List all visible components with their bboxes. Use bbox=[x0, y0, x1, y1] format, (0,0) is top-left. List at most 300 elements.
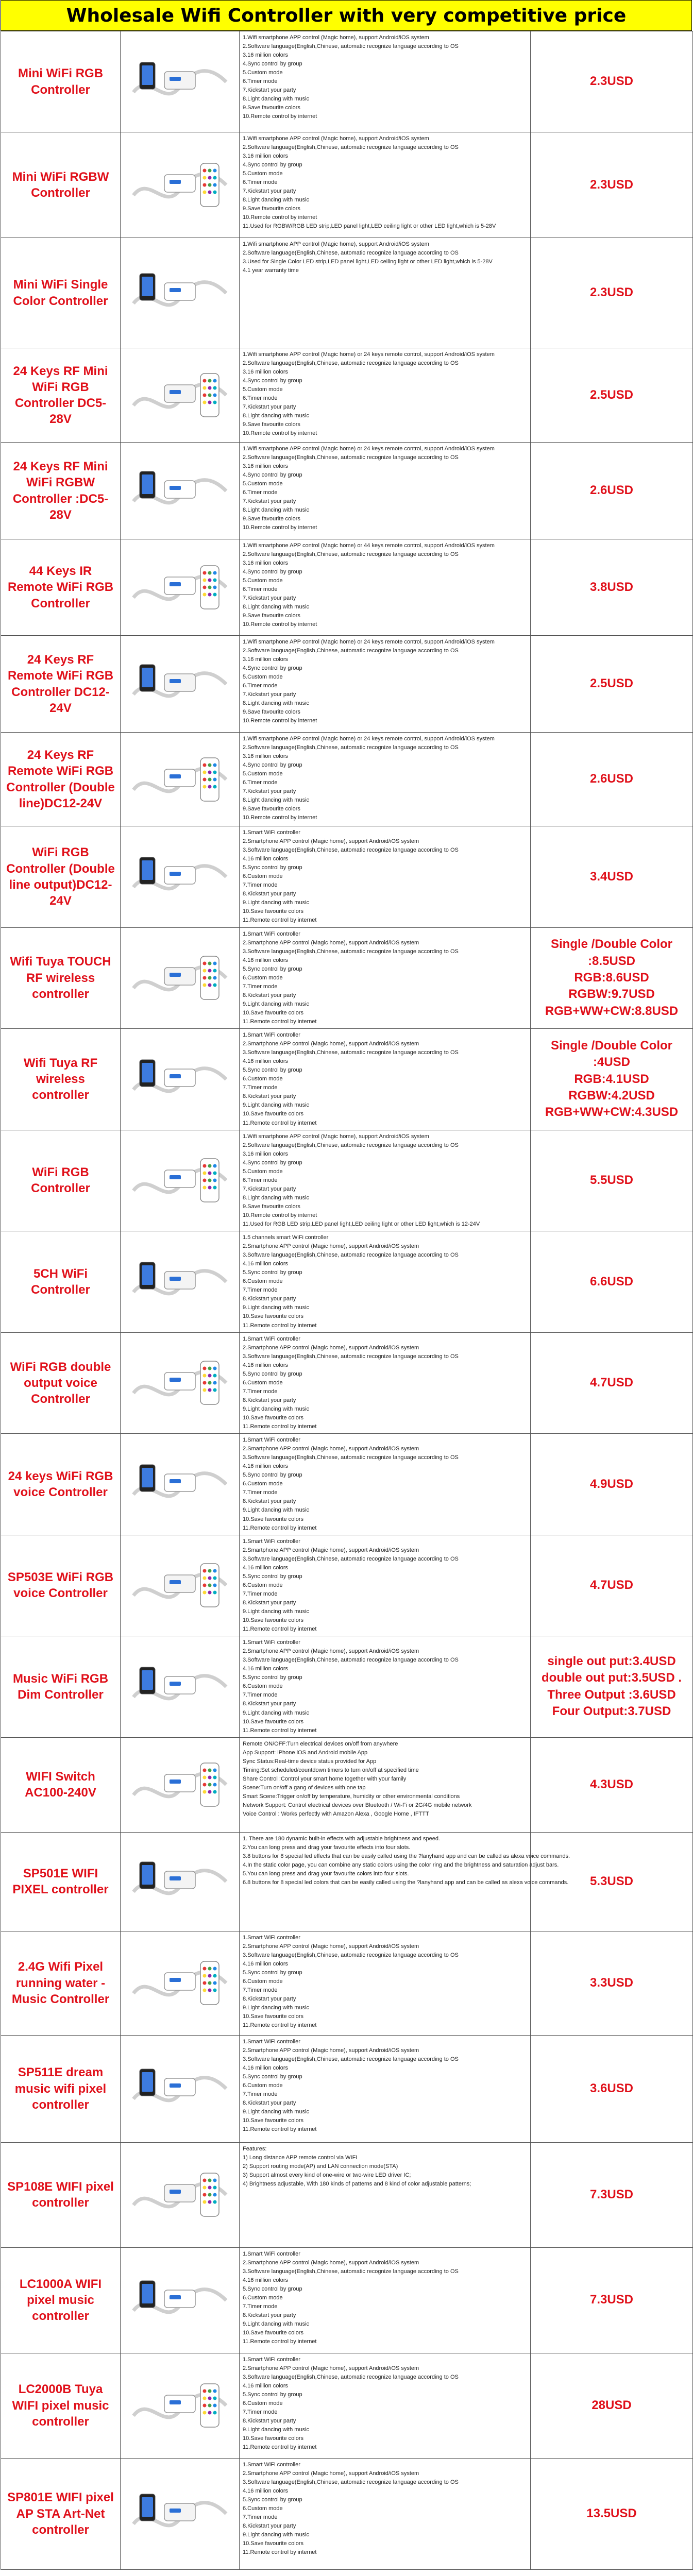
feature-line: 10.Save favourite colors bbox=[243, 1009, 304, 1016]
feature-line: 7.Timer mode bbox=[243, 983, 278, 990]
product-features bbox=[240, 2142, 531, 2247]
product-row bbox=[1, 1332, 693, 1434]
feature-line: 11.Remote control by internet bbox=[243, 1018, 317, 1025]
feature-line: 9.Light dancing with music bbox=[243, 2321, 310, 2328]
product-name: 24 Keys RF Remote WiFi RGB Controller (Double line)DC12-24V bbox=[1, 733, 121, 826]
price-line: 2.3USD bbox=[589, 74, 634, 89]
feature-line: 8.Kickstart your party bbox=[243, 2099, 296, 2106]
feature-line: 8.Light dancing with music bbox=[243, 96, 310, 103]
feature-line: 9.Light dancing with music bbox=[243, 1304, 310, 1311]
product-features bbox=[240, 1535, 531, 1636]
feature-line: 1.Smart WiFi controller bbox=[243, 2250, 300, 2257]
feature-line: 1.Smart WiFi controller bbox=[243, 1639, 300, 1646]
feature-line: 4.16 million colors bbox=[243, 2382, 289, 2389]
product-price bbox=[531, 1332, 693, 1434]
feature-line: 5.Sync control by group bbox=[243, 1674, 302, 1681]
feature-line: 8.Light dancing with music bbox=[243, 507, 310, 514]
product-features bbox=[240, 2247, 531, 2353]
price-line: RGB+WW+CW:4.3USD bbox=[545, 1105, 679, 1120]
feature-line: 1.Wifi smartphone APP control (Magic home) or 24 keys remote control, support Android/iOS system bbox=[243, 351, 495, 358]
feature-line: 7.Timer mode bbox=[243, 2091, 278, 2097]
pixel-music-controller-photo bbox=[121, 1931, 239, 2035]
product-price bbox=[531, 927, 693, 1029]
feature-line: 4.16 million colors bbox=[243, 1463, 289, 1470]
product-row bbox=[1, 2353, 693, 2458]
feature-line: 5.Sync control by group bbox=[243, 1067, 302, 1074]
price-line: 4.3USD bbox=[589, 1777, 634, 1791]
feature-line: 6.Timer mode bbox=[243, 179, 278, 186]
feature-line: 6.Custom mode bbox=[243, 1278, 283, 1285]
feature-line: 1.Smart WiFi controller bbox=[243, 1934, 300, 1941]
feature-line: 1.Smart WiFi controller bbox=[243, 1538, 300, 1545]
product-photo-cell bbox=[121, 348, 240, 443]
feature-line: Share Control :Control your smart home together with your family bbox=[243, 1775, 407, 1782]
feature-line: 5.Sync control by group bbox=[243, 1370, 302, 1377]
price-line: 4.9USD bbox=[589, 1477, 634, 1491]
feature-line: 11.Remote control by internet bbox=[243, 2338, 317, 2345]
feature-line: 10.Remote control by internet bbox=[243, 430, 317, 437]
feature-line: 5.Sync control by group bbox=[243, 1573, 302, 1580]
product-features bbox=[240, 636, 531, 733]
product-photo-cell bbox=[121, 31, 240, 132]
feature-line: 2.Smartphone APP control (Magic home), support Android/iOS system bbox=[243, 2365, 419, 2371]
feature-line: 5.Sync control by group bbox=[243, 965, 302, 972]
product-photo-cell bbox=[121, 636, 240, 733]
feature-line: 8.Kickstart your party bbox=[243, 1995, 296, 2002]
product-photo-cell bbox=[121, 1931, 240, 2035]
product-photo-cell bbox=[121, 539, 240, 636]
feature-line: 10.Save favourite colors bbox=[243, 2330, 304, 2336]
product-price bbox=[531, 1130, 693, 1231]
product-row bbox=[1, 31, 693, 132]
feature-line: 2.Smartphone APP control (Magic home), support Android/iOS system bbox=[243, 1344, 419, 1351]
feature-line: 7.Timer mode bbox=[243, 2514, 278, 2520]
feature-line: 4.16 million colors bbox=[243, 1058, 289, 1065]
feature-line: 11.Remote control by internet bbox=[243, 1423, 317, 1430]
product-features bbox=[240, 1130, 531, 1231]
feature-line: 6.Custom mode bbox=[243, 1481, 283, 1487]
feature-line: 3.Software language(English,Chinese, automatic recognize language according to OS bbox=[243, 2479, 459, 2485]
feature-line: 2.Smartphone APP control (Magic home), support Android/iOS system bbox=[243, 1547, 419, 1553]
feature-line: 4.Sync control by group bbox=[243, 569, 302, 575]
feature-line: 8.Kickstart your party bbox=[243, 2417, 296, 2424]
product-row bbox=[1, 636, 693, 733]
feature-line: 7.Timer mode bbox=[243, 1287, 278, 1294]
price-list-page bbox=[1, 0, 692, 2570]
product-row bbox=[1, 826, 693, 928]
product-price bbox=[531, 1535, 693, 1636]
feature-line: 4.16 million colors bbox=[243, 2277, 289, 2283]
feature-line: 7.Timer mode bbox=[243, 1489, 278, 1496]
product-name: LC2000B Tuya WIFI pixel music controller bbox=[1, 2353, 121, 2458]
feature-line: 3.16 million colors bbox=[243, 52, 289, 59]
feature-line: 3.16 million colors bbox=[243, 153, 289, 160]
rf-double-line-controller-photo bbox=[121, 733, 239, 826]
product-name: Wifi Tuya TOUCH RF wireless controller bbox=[1, 927, 121, 1029]
feature-line: 5.Custom mode bbox=[243, 171, 283, 177]
product-features bbox=[240, 443, 531, 539]
product-row bbox=[1, 2458, 693, 2569]
feature-line: 7.Timer mode bbox=[243, 1084, 278, 1091]
product-features bbox=[240, 539, 531, 636]
product-row bbox=[1, 443, 693, 539]
product-price bbox=[531, 1029, 693, 1130]
feature-line: 9.Light dancing with music bbox=[243, 1709, 310, 1716]
feature-line: 9.Light dancing with music bbox=[243, 2532, 310, 2538]
feature-line: 4.Sync control by group bbox=[243, 472, 302, 479]
feature-line: 2.Software language(English,Chinese, automatic recognize language according to OS bbox=[243, 250, 459, 257]
feature-line: 8.Light dancing with music bbox=[243, 604, 310, 611]
feature-line: 1.Wifi smartphone APP control (Magic home), support Android/iOS system bbox=[243, 241, 429, 247]
feature-line: 10.Save favourite colors bbox=[243, 1313, 304, 1320]
feature-line: 11.Remote control by internet bbox=[243, 2549, 317, 2556]
feature-line: 7.Kickstart your party bbox=[243, 595, 296, 602]
feature-line: 3.16 million colors bbox=[243, 1150, 289, 1157]
product-name: Wifi Tuya RF wireless controller bbox=[1, 1029, 121, 1130]
product-price bbox=[531, 1931, 693, 2035]
product-row bbox=[1, 733, 693, 826]
product-price bbox=[531, 31, 693, 132]
feature-line: 9.Save favourite colors bbox=[243, 1203, 300, 1210]
feature-line: 10.Remote control by internet bbox=[243, 718, 317, 724]
double-line-output-controller-photo bbox=[121, 831, 239, 923]
feature-line: 6.Timer mode bbox=[243, 586, 278, 593]
feature-line: 11.Used for RGB LED strip,LED panel light,LED ceiling light or other LED light,which is 12-24V bbox=[243, 1221, 480, 1228]
product-price bbox=[531, 733, 693, 826]
price-line: Four Output:3.7USD bbox=[552, 1704, 671, 1719]
product-features bbox=[240, 238, 531, 348]
feature-line: 6.Timer mode bbox=[243, 1177, 278, 1183]
feature-line: 1.Wifi smartphone APP control (Magic home) or 24 keys remote control, support Android/iOS system bbox=[243, 736, 495, 742]
feature-line: 6.Timer mode bbox=[243, 683, 278, 689]
price-line: Single /Double Color :8.5USD bbox=[550, 937, 672, 968]
feature-line: 8.Kickstart your party bbox=[243, 1701, 296, 1707]
feature-line: Timing:Set scheduled/countdown timers to turn on/off at specified time bbox=[243, 1767, 419, 1773]
feature-line: 6.Custom mode bbox=[243, 873, 283, 880]
feature-line: 10.Save favourite colors bbox=[243, 1111, 304, 1117]
feature-line: 10.Remote control by internet bbox=[243, 214, 317, 221]
feature-line: 4.Sync control by group bbox=[243, 162, 302, 168]
product-photo-cell bbox=[121, 1636, 240, 1738]
feature-line: 11.Remote control by internet bbox=[243, 1322, 317, 1329]
feature-line: 10.Save favourite colors bbox=[243, 1617, 304, 1624]
feature-line: 11.Used for RGBW/RGB LED strip,LED panel light,LED ceiling light or other LED light,which is 5-28V bbox=[243, 223, 496, 230]
feature-line: 9.Light dancing with music bbox=[243, 1507, 310, 1514]
double-output-voice-controller-photo bbox=[121, 1336, 239, 1430]
product-price bbox=[531, 1434, 693, 1535]
product-row bbox=[1, 2142, 693, 2247]
feature-line: 2.Software language(English,Chinese, automatic recognize language according to OS bbox=[243, 1142, 459, 1148]
feature-line: 7.Timer mode bbox=[243, 1388, 278, 1395]
feature-line: 10.Save favourite colors bbox=[243, 908, 304, 915]
product-photo-cell bbox=[121, 2458, 240, 2569]
feature-line: 8.Kickstart your party bbox=[243, 2312, 296, 2318]
feature-line: 8.Light dancing with music bbox=[243, 700, 310, 707]
product-name: 24 Keys RF Mini WiFi RGBW Controller :DC5-28V bbox=[1, 443, 121, 539]
24-keys-voice-controller-photo bbox=[121, 1437, 239, 1531]
feature-line: 9.Save favourite colors bbox=[243, 709, 300, 716]
product-row bbox=[1, 238, 693, 348]
feature-line: 6.Timer mode bbox=[243, 395, 278, 402]
feature-line: 4.16 million colors bbox=[243, 957, 289, 963]
feature-line: 6.Custom mode bbox=[243, 1683, 283, 1690]
feature-line: 4.16 million colors bbox=[243, 856, 289, 862]
product-price bbox=[531, 2247, 693, 2353]
product-photo-cell bbox=[121, 1434, 240, 1535]
feature-line: 4.Sync control by group bbox=[243, 762, 302, 769]
product-price bbox=[531, 348, 693, 443]
feature-line: 2.Smartphone APP control (Magic home), support Android/iOS system bbox=[243, 1446, 419, 1452]
feature-line: 9.Save favourite colors bbox=[243, 806, 300, 812]
feature-line: 6.Custom mode bbox=[243, 2082, 283, 2089]
feature-line: 6.Custom mode bbox=[243, 1978, 283, 1985]
price-line: 2.6USD bbox=[589, 483, 634, 498]
product-name: WiFi RGB Controller bbox=[1, 1130, 121, 1231]
feature-line: 2.Software language(English,Chinese, automatic recognize language according to OS bbox=[243, 144, 459, 151]
feature-line: 7.Kickstart your party bbox=[243, 188, 296, 195]
feature-line: 9.Light dancing with music bbox=[243, 2005, 310, 2011]
product-photo-cell bbox=[121, 2353, 240, 2458]
feature-line: 9.Save favourite colors bbox=[243, 206, 300, 212]
feature-line: 1.Smart WiFi controller bbox=[243, 2356, 300, 2363]
rf-remote-controller-photo bbox=[121, 349, 239, 442]
price-line: RGBW:4.2USD bbox=[568, 1088, 655, 1103]
mini-wifi-rgbw-controller-photo bbox=[121, 133, 239, 238]
feature-line: 2.Software language(English,Chinese, automatic recognize language according to OS bbox=[243, 551, 459, 558]
feature-line: 1.Wifi smartphone APP control (Magic home) or 44 keys remote control, support Android/iOS system bbox=[243, 543, 495, 549]
feature-line: 3.Software language(English,Chinese, automatic recognize language according to OS bbox=[243, 1555, 459, 1562]
feature-line: 7.Timer mode bbox=[243, 1987, 278, 1993]
feature-line: 3.16 million colors bbox=[243, 656, 289, 663]
feature-line: 4.Sync control by group bbox=[243, 378, 302, 384]
product-features bbox=[240, 348, 531, 443]
feature-line: 8.Light dancing with music bbox=[243, 1194, 310, 1201]
feature-line: 7.Timer mode bbox=[243, 1590, 278, 1597]
feature-line: 9.Save favourite colors bbox=[243, 105, 300, 111]
feature-line: 11.Remote control by internet bbox=[243, 1626, 317, 1633]
feature-line: 2.Smartphone APP control (Magic home), support Android/iOS system bbox=[243, 939, 419, 946]
product-name: 2.4G Wifi Pixel running water - Music Controller bbox=[1, 1931, 121, 2035]
feature-line: 4.16 million colors bbox=[243, 1960, 289, 1967]
product-name: WiFi RGB Controller (Double line output)DC12-24V bbox=[1, 826, 121, 928]
feature-line: 10.Save favourite colors bbox=[243, 1718, 304, 1725]
feature-line: 2.Smartphone APP control (Magic home), support Android/iOS system bbox=[243, 2259, 419, 2266]
product-row bbox=[1, 1535, 693, 1636]
price-line: RGB+WW+CW:8.8USD bbox=[545, 1004, 679, 1018]
price-line: 2.3USD bbox=[589, 285, 634, 300]
feature-line: Sync Status:Real-time device status provided for App bbox=[243, 1758, 377, 1765]
feature-line: 5.Sync control by group bbox=[243, 2073, 302, 2080]
feature-line: Voice Control : Works perfectly with Amazon Alexa , Google Home , IFTTT bbox=[243, 1811, 429, 1818]
product-price bbox=[531, 2035, 693, 2142]
product-features bbox=[240, 1434, 531, 1535]
feature-line: 8.Light dancing with music bbox=[243, 197, 310, 204]
feature-line: 7.Kickstart your party bbox=[243, 498, 296, 505]
product-price bbox=[531, 238, 693, 348]
product-name: WIFI Switch AC100-240V bbox=[1, 1737, 121, 1832]
feature-line: 9.Save favourite colors bbox=[243, 516, 300, 522]
product-photo-cell bbox=[121, 132, 240, 238]
feature-line: 5.Sync control by group bbox=[243, 1472, 302, 1479]
product-row bbox=[1, 2247, 693, 2353]
price-line: 5.3USD bbox=[589, 1874, 634, 1888]
feature-line: 1.Smart WiFi controller bbox=[243, 2461, 300, 2468]
music-dim-controller-photo bbox=[121, 1637, 239, 1737]
feature-line: 7.Timer mode bbox=[243, 882, 278, 889]
product-features bbox=[240, 1931, 531, 2035]
price-line: 3.6USD bbox=[589, 2081, 634, 2095]
product-row bbox=[1, 1737, 693, 1832]
ir-44-keys-controller-photo bbox=[121, 540, 239, 635]
feature-line: 8.Kickstart your party bbox=[243, 1498, 296, 1505]
product-price bbox=[531, 636, 693, 733]
product-photo-cell bbox=[121, 733, 240, 826]
feature-line: 6.8 buttons for 8 special led colors that can be easily called using the ?lanyhand app and can be called as alexa voice commands. bbox=[243, 1879, 569, 1886]
product-photo-cell bbox=[121, 1832, 240, 1931]
feature-line: 3.Software language(English,Chinese, automatic recognize language according to OS bbox=[243, 1952, 459, 1958]
feature-line: 2.Smartphone APP control (Magic home), support Android/iOS system bbox=[243, 1041, 419, 1047]
product-price bbox=[531, 2353, 693, 2458]
feature-line: 5.Sync control by group bbox=[243, 2285, 302, 2292]
product-photo-cell bbox=[121, 238, 240, 348]
feature-line: 6.Custom mode bbox=[243, 2505, 283, 2512]
price-line: double out put:3.5USD . bbox=[542, 1671, 682, 1685]
feature-line: 3.Software language(English,Chinese, automatic recognize language according to OS bbox=[243, 847, 459, 854]
price-line: 3.4USD bbox=[589, 869, 634, 884]
feature-line: 2) Support routing mode(AP) and LAN connection mode(STA) bbox=[243, 2163, 398, 2170]
feature-line: 10.Remote control by internet bbox=[243, 1212, 317, 1218]
wifi-switch-photo bbox=[121, 1738, 239, 1832]
feature-line: 3.Software language(English,Chinese, automatic recognize language according to OS bbox=[243, 1353, 459, 1360]
rf-dc12-24v-controller-photo bbox=[121, 636, 239, 732]
feature-line: 1.Wifi smartphone APP control (Magic home), support Android/iOS system bbox=[243, 35, 429, 41]
page-title: Wholesale Wifi Controller with very competitive price bbox=[66, 5, 627, 26]
feature-line: 1.Smart WiFi controller bbox=[243, 930, 300, 937]
feature-line: 5.Custom mode bbox=[243, 481, 283, 487]
feature-line: 5.Custom mode bbox=[243, 771, 283, 777]
feature-line: 1.Wifi smartphone APP control (Magic home), support Android/iOS system bbox=[243, 135, 429, 142]
feature-line: 4.16 million colors bbox=[243, 1666, 289, 1672]
product-row bbox=[1, 1029, 693, 1130]
product-name: Mini WiFi Single Color Controller bbox=[1, 238, 121, 348]
feature-line: 6.Timer mode bbox=[243, 78, 278, 85]
product-row bbox=[1, 927, 693, 1029]
feature-line: 11.Remote control by internet bbox=[243, 2126, 317, 2133]
product-features bbox=[240, 1332, 531, 1434]
feature-line: 8.Kickstart your party bbox=[243, 891, 296, 897]
feature-line: 4) Brightness adjustable, With 180 kinds of patterns and 8 kind of color adjustable patterns; bbox=[243, 2180, 471, 2187]
feature-line: 9.Light dancing with music bbox=[243, 2427, 310, 2433]
feature-line: 3.Software language(English,Chinese, automatic recognize language according to OS bbox=[243, 2268, 459, 2275]
product-price bbox=[531, 2142, 693, 2247]
product-features bbox=[240, 132, 531, 238]
feature-line: 3.16 million colors bbox=[243, 369, 289, 376]
lc1000a-controller-photo bbox=[121, 2248, 239, 2352]
feature-line: 8.Kickstart your party bbox=[243, 1397, 296, 1403]
product-price-table bbox=[1, 31, 693, 2570]
wifi-rgb-box-controller-photo bbox=[121, 1132, 239, 1228]
product-row bbox=[1, 1231, 693, 1333]
feature-line: 1.Smart WiFi controller bbox=[243, 1335, 300, 1342]
feature-line: 2.Smartphone APP control (Magic home), support Android/iOS system bbox=[243, 1648, 419, 1655]
feature-line: 3.Used for Single Color LED strip,LED panel light,LED ceiling light or other LED light,which is 5-28V bbox=[243, 259, 493, 265]
feature-line: 2.Smartphone APP control (Magic home), support Android/iOS system bbox=[243, 2470, 419, 2477]
feature-line: 9.Light dancing with music bbox=[243, 2109, 310, 2115]
product-name: 5CH WiFi Controller bbox=[1, 1231, 121, 1333]
feature-line: 3.Software language(English,Chinese, automatic recognize language according to OS bbox=[243, 1454, 459, 1461]
product-features bbox=[240, 1231, 531, 1333]
feature-line: 10.Save favourite colors bbox=[243, 2540, 304, 2547]
lc2000b-controller-photo bbox=[121, 2353, 239, 2458]
feature-line: 1.Smart WiFi controller bbox=[243, 829, 300, 836]
feature-line: 6.Custom mode bbox=[243, 974, 283, 981]
product-row bbox=[1, 1434, 693, 1535]
product-price bbox=[531, 1737, 693, 1832]
feature-line: 2.Software language(English,Chinese, automatic recognize language according to OS bbox=[243, 648, 459, 654]
price-line: RGB:8.6USD bbox=[574, 971, 649, 985]
feature-line: 7.Kickstart your party bbox=[243, 788, 296, 795]
feature-line: 6.Custom mode bbox=[243, 2294, 283, 2301]
feature-line: 1) Long distance APP remote control via WIFI bbox=[243, 2154, 358, 2161]
product-price bbox=[531, 1231, 693, 1333]
feature-line: 1.Smart WiFi controller bbox=[243, 1032, 300, 1039]
feature-line: 2.You can long press and drag your favourite effects into four slots. bbox=[243, 1844, 411, 1851]
feature-line: 6.Custom mode bbox=[243, 1379, 283, 1386]
feature-line: 5.Custom mode bbox=[243, 70, 283, 76]
feature-line: 8.Kickstart your party bbox=[243, 2522, 296, 2529]
feature-line: 3.8 buttons for 8 special led effects that can be easily called using the ?lanyhand app and can be called as alexa voice commands. bbox=[243, 1853, 570, 1859]
feature-line: 11.Remote control by internet bbox=[243, 917, 317, 924]
feature-line: 4.Sync control by group bbox=[243, 1159, 302, 1166]
rf-rgbw-controller-photo bbox=[121, 443, 239, 539]
product-features bbox=[240, 927, 531, 1029]
feature-line: 11.Remote control by internet bbox=[243, 2444, 317, 2451]
product-row bbox=[1, 348, 693, 443]
product-photo-cell bbox=[121, 927, 240, 1029]
feature-line: 9.Light dancing with music bbox=[243, 1001, 310, 1007]
feature-line: 1.Wifi smartphone APP control (Magic home) or 24 keys remote control, support Android/iOS system bbox=[243, 446, 495, 452]
feature-line: 5.Custom mode bbox=[243, 386, 283, 393]
product-photo-cell bbox=[121, 1231, 240, 1333]
sp801e-controller-photo bbox=[121, 2459, 239, 2569]
product-row bbox=[1, 1931, 693, 2035]
product-photo-cell bbox=[121, 1130, 240, 1231]
feature-line: 9.Light dancing with music bbox=[243, 1102, 310, 1109]
feature-line: 4.Sync control by group bbox=[243, 61, 302, 67]
feature-line: 11.Remote control by internet bbox=[243, 1120, 317, 1126]
feature-line: 6.Custom mode bbox=[243, 2400, 283, 2406]
price-line: 28USD bbox=[591, 2398, 632, 2412]
price-line: 13.5USD bbox=[586, 2506, 637, 2520]
product-name: Mini WiFi RGB Controller bbox=[1, 31, 121, 132]
feature-line: 6.Timer mode bbox=[243, 779, 278, 786]
feature-line: 5.Custom mode bbox=[243, 1168, 283, 1175]
sp511e-controller-photo bbox=[121, 2036, 239, 2142]
product-name: 24 Keys RF Mini WiFi RGB Controller DC5-28V bbox=[1, 348, 121, 443]
feature-line: 9.Light dancing with music bbox=[243, 1608, 310, 1615]
product-name: WiFi RGB double output voice Controller bbox=[1, 1332, 121, 1434]
feature-line: 8.Kickstart your party bbox=[243, 1093, 296, 1100]
feature-line: 5.Sync control by group bbox=[243, 1969, 302, 1976]
price-line: single out put:3.4USD bbox=[547, 1654, 676, 1669]
product-row bbox=[1, 539, 693, 636]
product-photo-cell bbox=[121, 443, 240, 539]
feature-line: 7.Kickstart your party bbox=[243, 691, 296, 698]
product-features bbox=[240, 2353, 531, 2458]
product-features bbox=[240, 31, 531, 132]
touch-rf-remote-photo bbox=[121, 931, 239, 1025]
feature-line: Scene:Turn on/off a gang of devices with one tap bbox=[243, 1784, 366, 1791]
